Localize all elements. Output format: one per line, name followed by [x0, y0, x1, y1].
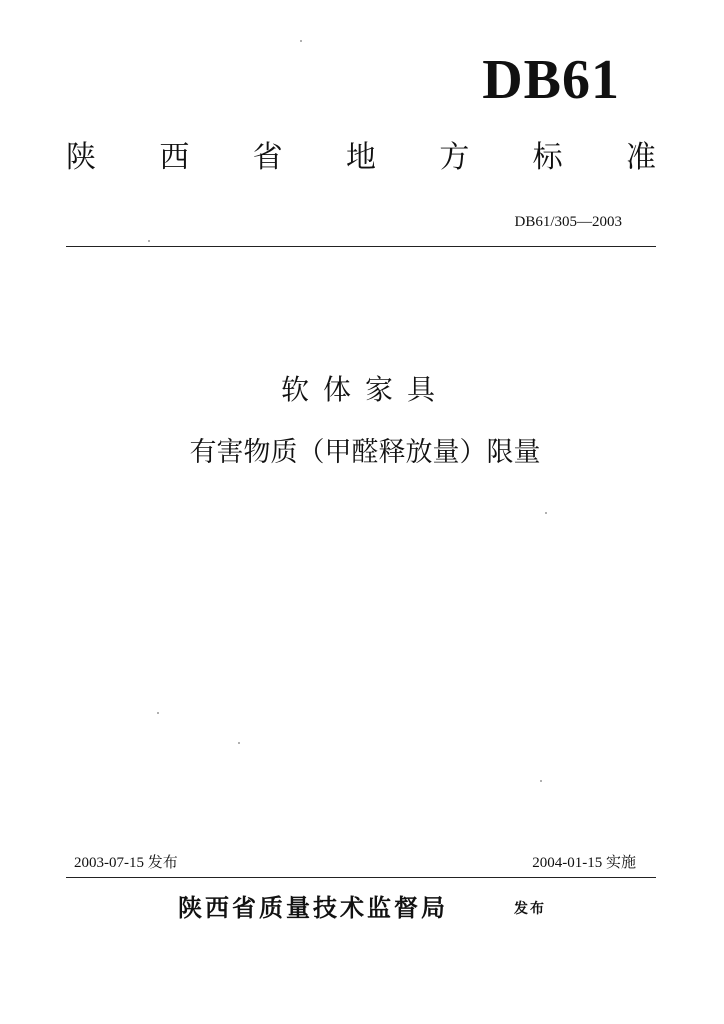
- issue-date: 2003-07-15 发布: [74, 855, 178, 871]
- standard-type-heading: [66, 138, 656, 178]
- standard-type-char: 标: [532, 140, 563, 175]
- standard-type-char: 省: [252, 140, 283, 175]
- standard-type-char: 陕: [66, 140, 96, 175]
- document-title: 软体家具: [280, 373, 449, 406]
- standard-type-char: 方: [439, 140, 470, 175]
- standard-type-char: 西: [159, 140, 190, 175]
- scan-speck: [148, 240, 150, 242]
- implementation-date: 2004-01-15 实施: [532, 855, 636, 871]
- standard-code-logo: DB61: [482, 49, 620, 111]
- document-subtitle: 有害物质（甲醛释放量）限量: [189, 437, 541, 468]
- header-divider: [66, 246, 656, 247]
- scan-speck: [540, 780, 542, 782]
- scan-speck: [300, 40, 302, 42]
- scan-speck: [157, 712, 159, 714]
- standard-type-char: 地: [345, 140, 376, 175]
- issued-label: 发布: [514, 901, 546, 917]
- scan-speck: [545, 512, 547, 514]
- standard-type-char: 准: [625, 140, 656, 175]
- scan-speck: [238, 742, 240, 744]
- issuing-authority: 陕西省质量技术监督局: [178, 894, 448, 922]
- footer-divider: [66, 877, 656, 878]
- standard-number: DB61/305—2003: [514, 214, 622, 230]
